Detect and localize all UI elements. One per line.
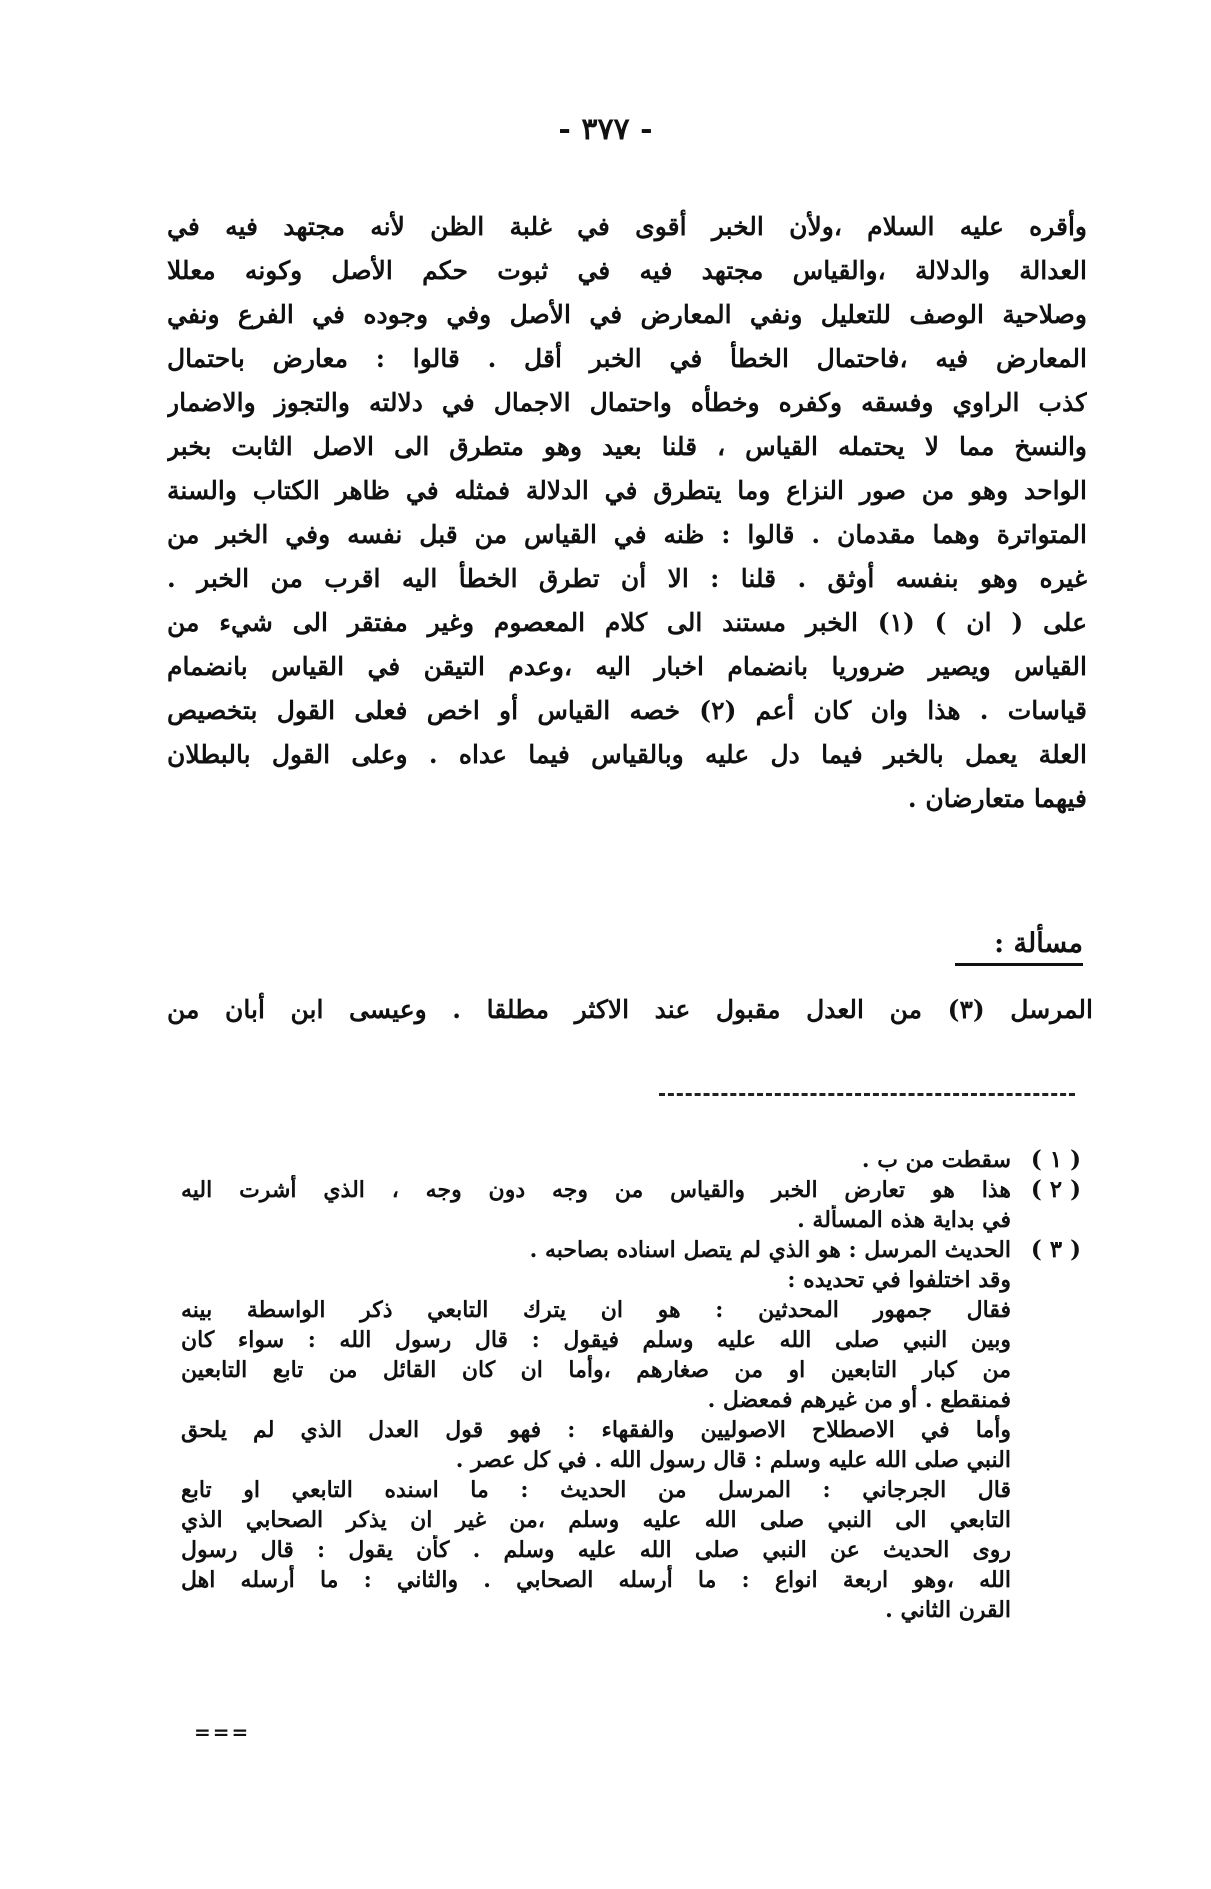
- body-line: العدالة والدلالة ،والقياس مجتهد فيه في ثبوت حكم الأصل وكونه معللا: [167, 256, 1087, 285]
- footnote-2: [181, 1175, 1081, 1235]
- footnote-line: هذا هو تعارض الخبر والقياس من وجه دون وجه ، الذي أشرت اليه: [181, 1177, 1011, 1203]
- body-line: كذب الراوي وفسقه وكفره وخطأه واحتمال الاجمال في دلالته والتجوز والاضمار: [167, 388, 1087, 417]
- body-line: غيره وهو بنفسه أوثق . قلنا : الا أن تطرق الخطأ اليه اقرب من الخبر .: [167, 564, 1087, 593]
- footnote-line: الله ،وهو اربعة انواع : ما أرسله الصحابي . والثاني : ما أرسله اهل: [181, 1567, 1011, 1593]
- footnote-body: [181, 1145, 1011, 1175]
- footnote-line: من كبار التابعين او من صغارهم ،وأما ان كان القائل من تابع التابعين: [181, 1357, 1011, 1383]
- footnote-line: وبين النبي صلى الله عليه وسلم فيقول : قال رسول الله : سواء كان: [181, 1327, 1011, 1353]
- body-line: والنسخ مما لا يحتمله القياس ، قلنا بعيد وهو متطرق الى الاصل الثابت بخبر: [167, 432, 1087, 461]
- footnote-separator: [659, 1093, 1075, 1096]
- footnote-body: [181, 1235, 1011, 1625]
- footnote-number: ( ٢ ): [1030, 1176, 1081, 1203]
- body-line: فيهما متعارضان .: [907, 784, 1087, 813]
- footnote-body: [181, 1175, 1011, 1235]
- footnote-line: النبي صلى الله عليه وسلم : قال رسول الله . في كل عصر .: [455, 1447, 1011, 1473]
- footnote-line: قال الجرجاني : المرسل من الحديث : ما اسنده التابعي او تابع: [181, 1477, 1011, 1503]
- continuation-marker: ===: [194, 1720, 251, 1744]
- section-heading: مسألة :: [955, 928, 1083, 966]
- footnote-line: الحديث المرسل : هو الذي لم يتصل اسناده بصاحبه .: [529, 1237, 1011, 1263]
- body-text: [167, 205, 1087, 821]
- footnote-number: ( ١ ): [1030, 1146, 1081, 1173]
- body-line: المعارض فيه ،فاحتمال الخطأ في الخبر أقل . قالوا : معارض باحتمال: [167, 344, 1087, 373]
- footnote-3: [181, 1235, 1081, 1625]
- footnote-line: القرن الثاني .: [885, 1597, 1011, 1623]
- footnote-1: [181, 1145, 1081, 1175]
- footnote-line: في بداية هذه المسألة .: [797, 1207, 1011, 1233]
- body-line: وأقره عليه السلام ،ولأن الخبر أقوى في غلبة الظن لأنه مجتهد فيه في: [167, 212, 1087, 241]
- body-line: العلة يعمل بالخبر فيما دل عليه وبالقياس فيما عداه . وعلى القول بالبطلان: [167, 740, 1087, 769]
- body-line: المتواترة وهما مقدمان . قالوا : ظنه في القياس من قبل نفسه وفي الخبر من: [167, 520, 1087, 549]
- footnote-line: سقطت من ب .: [861, 1147, 1011, 1173]
- footnote-line: وقد اختلفوا في تحديده :: [787, 1267, 1011, 1293]
- footnote-number: ( ٣ ): [1030, 1236, 1081, 1263]
- footnotes: [181, 1145, 1081, 1625]
- mursal-line: المرسل (٣) من العدل مقبول عند الاكثر مطلقا . وعيسى ابن أبان من: [167, 995, 1093, 1024]
- body-line: قياسات . هذا وان كان أعم (٢) خصه القياس أو اخص فعلى القول بتخصيص: [167, 696, 1087, 725]
- body-line: وصلاحية الوصف للتعليل ونفي المعارض في الأصل وفي وجوده في الفرع ونفي: [167, 300, 1087, 329]
- footnote-line: التابعي الى النبي صلى الله عليه وسلم ،من غير ان يذكر الصحابي الذي: [181, 1507, 1011, 1533]
- body-line: الواحد وهو من صور النزاع وما يتطرق في الدلالة فمثله في ظاهر الكتاب والسنة: [167, 476, 1087, 505]
- footnote-line: وأما في الاصطلاح الاصوليين والفقهاء : فهو قول العدل الذي لم يلحق: [181, 1417, 1011, 1443]
- body-line: على ( ان ) (١) الخبر مستند الى كلام المعصوم وغير مفتقر الى شيء من: [167, 608, 1087, 637]
- footnote-line: فمنقطع . أو من غيرهم فمعضل .: [707, 1387, 1011, 1413]
- body-line: القياس ويصير ضروريا بانضمام اخبار اليه ،وعدم التيقن في القياس بانضمام: [167, 652, 1087, 681]
- page-number: - ٣٧٧ -: [558, 112, 653, 147]
- footnote-line: روى الحديث عن النبي صلى الله عليه وسلم . كأن يقول : قال رسول: [181, 1537, 1011, 1563]
- footnote-line: فقال جمهور المحدثين : هو ان يترك التابعي ذكر الواسطة بينه: [181, 1297, 1011, 1323]
